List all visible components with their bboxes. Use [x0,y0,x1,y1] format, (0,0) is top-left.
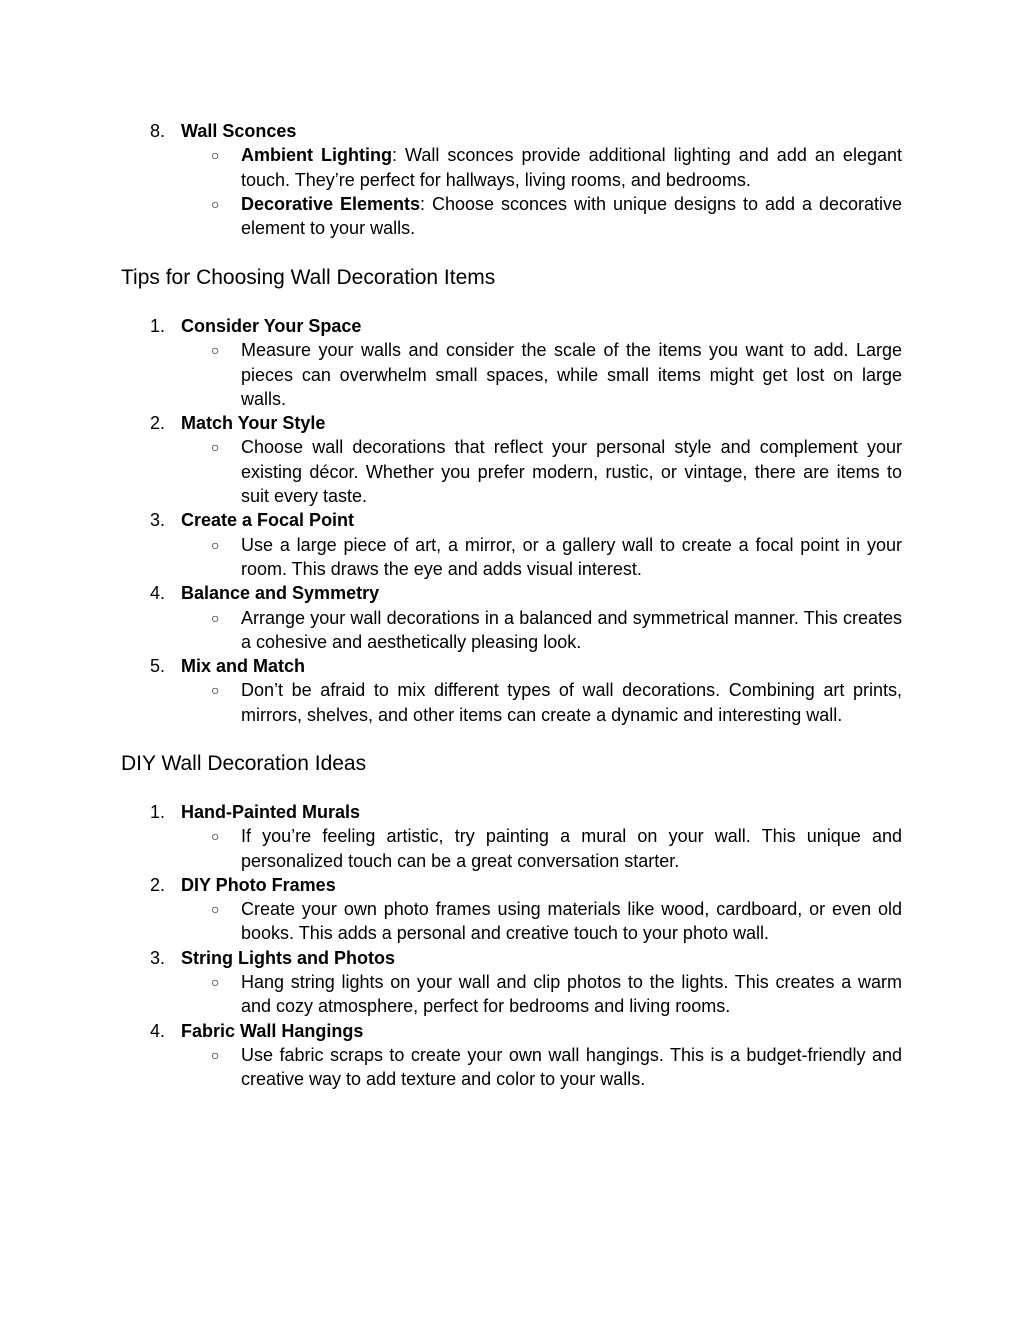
sub-list-item [211,533,902,582]
hollow-circle-bullet-icon: ○ [211,439,220,456]
list-item [0,873,1024,946]
list-item-number: 4. [150,1020,166,1041]
sub-item-text: Don’t be afraid to mix different types of wall decorations. Combining art prints, mirrors, shelves, and other items can create a dynamic and interesting wall. [241,680,902,725]
sub-list [0,678,1024,727]
hollow-circle-bullet-icon: ○ [211,828,220,845]
list-item [0,1019,1024,1092]
list-item-title: Fabric Wall Hangings [181,1020,364,1041]
list-item-title: String Lights and Photos [181,947,395,968]
section-2 [0,750,1024,1092]
hollow-circle-bullet-icon: ○ [211,342,220,359]
section-1 [0,264,1024,727]
list-item [0,314,1024,411]
sub-item-text: If you’re feeling artistic, try painting a mural on your wall. This unique and personalized touch can be a great conversation starter. [241,826,902,871]
list-item-title: Create a Focal Point [181,510,355,531]
sub-list [0,897,1024,946]
numbered-list [0,119,1024,240]
hollow-circle-bullet-icon: ○ [211,1046,220,1063]
list-item-title: Balance and Symmetry [181,583,380,604]
hollow-circle-bullet-icon: ○ [211,195,220,212]
list-item-title: Consider Your Space [181,316,362,336]
sub-list-item [211,1043,902,1092]
hollow-circle-bullet-icon: ○ [211,901,220,918]
list-item-number: 2. [150,413,166,434]
sub-list-item [211,897,902,946]
list-item-number: 2. [150,874,166,895]
sub-item-text: Hang string lights on your wall and clip photos to the lights. This creates a warm and cozy atmosphere, perfect for bedrooms and living rooms. [241,972,902,1017]
sub-item-label: Ambient Lighting [241,145,393,166]
sub-list-item [211,606,902,655]
sub-list-item [211,970,902,1019]
sub-item-text: Use a large piece of art, a mirror, or a gallery wall to create a focal point in your room. This draws the eye and adds visual interest. [241,534,902,579]
list-item-number: 5. [150,656,166,677]
list-item-number: 4. [150,583,166,604]
sub-list [0,533,1024,582]
list-item-title: Match Your Style [181,413,326,434]
sub-list [0,435,1024,508]
sub-item-text: Use fabric scraps to create your own wall hangings. This is a budget-friendly and creative way to add texture and color to your walls. [241,1044,902,1090]
sub-item-text: Arrange your wall decorations in a balanced and symmetrical manner. This creates a cohesive and aesthetically pleasing look. [241,607,902,652]
list-item [0,946,1024,1019]
list-item-number: 3. [150,510,166,531]
section-0 [0,119,1024,240]
list-item [0,508,1024,581]
list-item [0,654,1024,727]
sub-list-item [211,143,902,192]
list-item-title: Wall Sconces [181,121,297,141]
sub-list-item [211,824,902,873]
list-item [0,411,1024,508]
hollow-circle-bullet-icon: ○ [211,682,220,699]
list-item [0,119,1024,240]
hollow-circle-bullet-icon: ○ [211,536,220,553]
sub-item-text: : Choose sconces with unique designs to add a decorative element to your walls. [241,193,902,239]
list-item [0,581,1024,654]
sub-list [0,824,1024,873]
list-item-number: 1. [150,316,166,336]
section-heading: DIY Wall Decoration Ideas [121,752,367,775]
sub-list [0,1043,1024,1092]
list-item-number: 8. [150,121,166,141]
list-item [0,800,1024,873]
sub-list [0,338,1024,411]
sub-list-item [211,338,902,411]
sub-item-text: Measure your walls and consider the scale of the items you want to add. Large pieces can overwhelm small spaces, while small items might get lost on large walls. [241,340,902,409]
section-heading: Tips for Choosing Wall Decoration Items [121,266,496,289]
sub-list-item [211,435,902,508]
list-item-title: Hand-Painted Murals [181,802,361,822]
sub-list [0,970,1024,1019]
hollow-circle-bullet-icon: ○ [211,609,220,626]
hollow-circle-bullet-icon: ○ [211,147,220,164]
sub-list [0,606,1024,655]
sub-item-label: Decorative Elements [241,193,421,214]
sub-item-text: Create your own photo frames using materials like wood, cardboard, or even old books. This adds a personal and creative touch to your photo wall. [241,899,902,944]
sub-list-item [211,192,902,241]
sub-item-text: Choose wall decorations that reflect your personal style and complement your existing décor. Whether you prefer modern, rustic, or vintage, there are items to suit every taste. [241,437,902,507]
numbered-list [0,314,1024,727]
list-item-title: Mix and Match [181,656,306,677]
numbered-list [0,800,1024,1092]
sub-item-text: : Wall sconces provide additional lighting and add an elegant touch. They’re perfect for hallways, living rooms, and bedrooms. [241,145,902,190]
sub-list [0,143,1024,240]
list-item-number: 3. [150,947,166,968]
list-item-title: DIY Photo Frames [181,874,336,895]
sub-list-item [211,678,902,727]
hollow-circle-bullet-icon: ○ [211,974,220,991]
list-item-number: 1. [150,802,166,822]
